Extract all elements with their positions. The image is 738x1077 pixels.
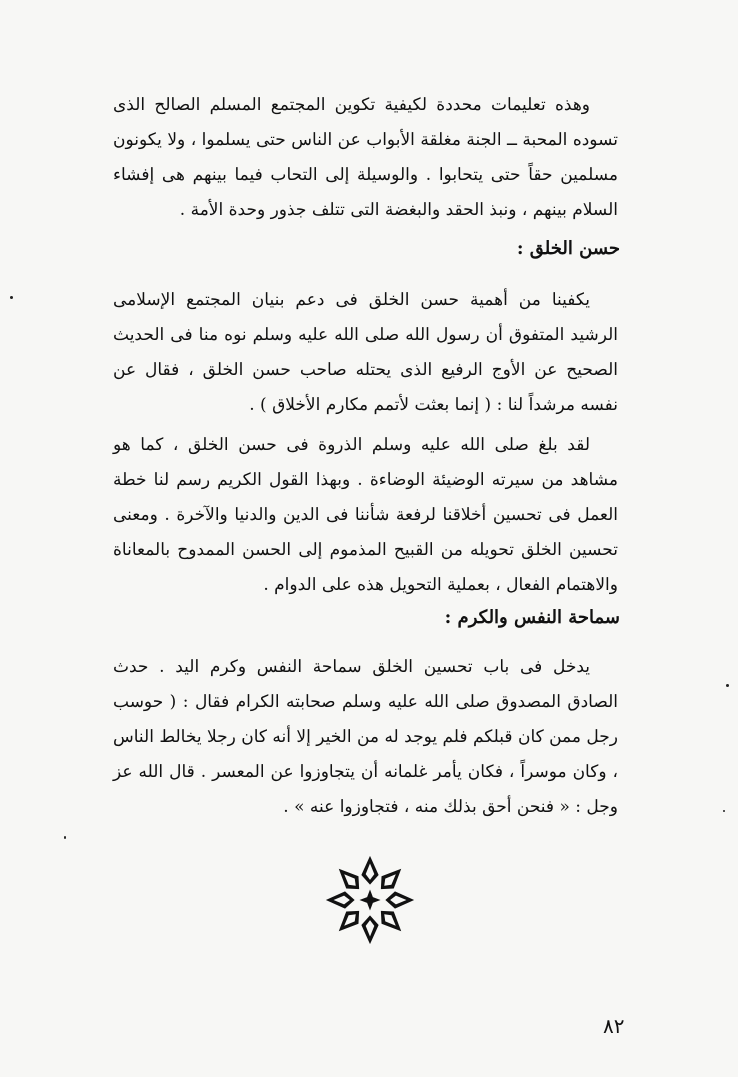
scan-speck — [64, 836, 66, 839]
scan-speck — [10, 296, 13, 299]
eight-point-star-rosette-icon — [322, 852, 418, 948]
generosity-block — [113, 650, 618, 825]
good-character-block-1 — [113, 283, 618, 423]
intro-block — [113, 88, 618, 228]
generosity-paragraph: يدخل فى باب تحسين الخلق سماحة النفس وكرم اليد . حدث الصادق المصدوق صلى الله عليه وسلم صحابته الكرام فقال : ( حوسب رجل ممن كان قبلكم فلم يوجد له من الخير إلا أنه كان رجلا يخالط الناس ، وكان موسراً ، فكان يأمر غلمانه أن يتجاوزوا عن المعسر . قال الله عز وجل : « فنحن أحق بذلك منه ، فتجاوزوا عنه » . — [113, 657, 618, 817]
scan-speck — [726, 684, 729, 687]
good-character-paragraph-2: لقد بلغ صلى الله عليه وسلم الذروة فى حسن الخلق ، كما هو مشاهد من سيرته الوضيئة الوضاءة . وبهذا القول الكريم رسم لنا خطة العمل فى تحسين أخلاقنا لرفعة شأننا فى الدين والدنيا والآخرة . ومعنى تحسين الخلق تحويله من القبيح المذموم إلى الحسن الممدوح بالمعاناة والاهتمام الفعال ، بعملية التحويل هذه على الدوام . — [113, 435, 618, 595]
section-heading-generosity: سماحة النفس والكرم : — [444, 607, 620, 628]
page-number: ٨٢ — [603, 1014, 625, 1038]
section-heading-good-character: حسن الخلق : — [516, 238, 620, 259]
intro-paragraph: وهذه تعليمات محددة لكيفية تكوين المجتمع المسلم الصالح الذى تسوده المحبة ــ الجنة مغلقة الأبواب عن الناس حتى يسلموا ، ولا يكونون مسلمين حقاً حتى يتحابوا . والوسيلة إلى التحاب فيما بينهم هى إفشاء السلام بينهم ، ونبذ الحقد والبغضة التى تتلف جذور وحدة الأمة . — [113, 95, 618, 220]
good-character-paragraph-1: يكفينا من أهمية حسن الخلق فى دعم بنيان المجتمع الإسلامى الرشيد المتفوق أن رسول الله صلى الله عليه وسلم نوه منا فى الحديث الصحيح عن الأوج الرفيع الذى يحتله صاحب حسن الخلق ، فقال عن نفسه مرشداً لنا : ( إنما بعثت لأتمم مكارم الأخلاق ) . — [113, 290, 618, 415]
scan-speck — [723, 810, 725, 812]
good-character-block-2 — [113, 428, 618, 603]
